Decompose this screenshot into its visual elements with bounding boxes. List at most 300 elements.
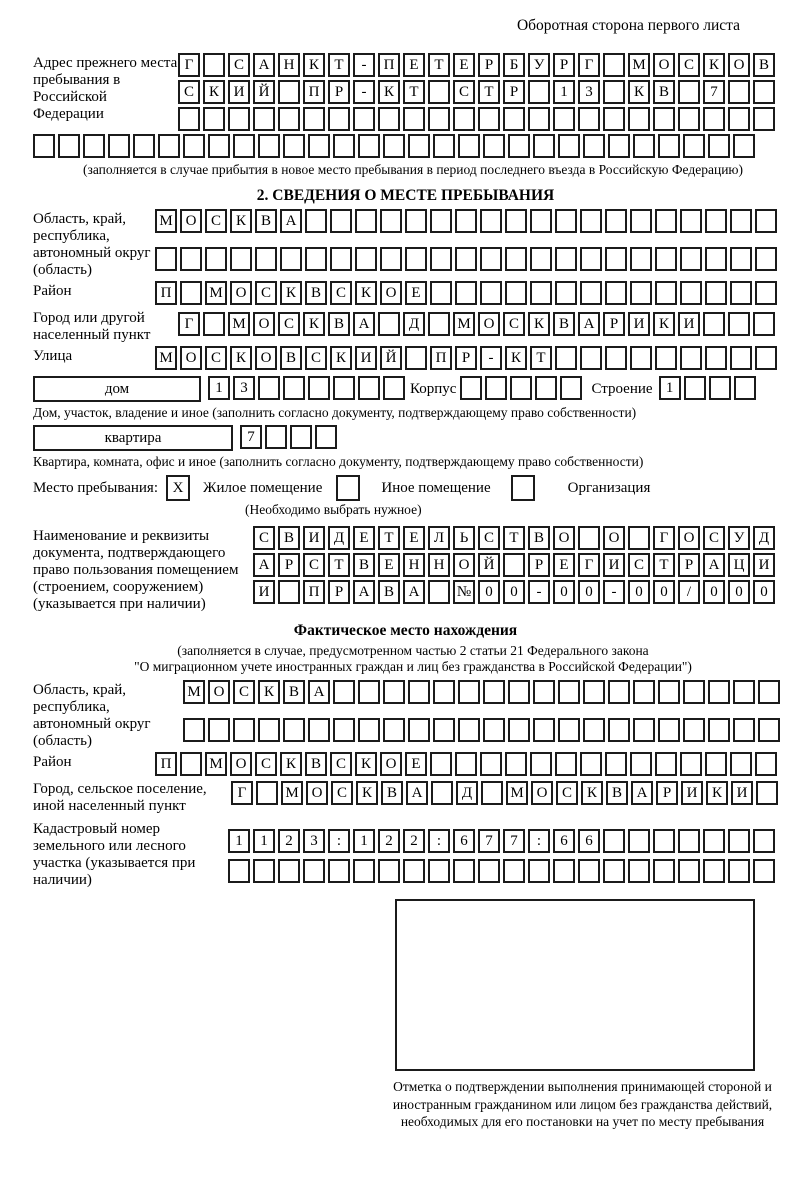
char-cell[interactable] [510,376,532,400]
char-cell[interactable] [733,134,755,158]
char-cell[interactable] [753,107,775,131]
char-cell[interactable]: К [280,752,302,776]
char-cell[interactable] [455,209,477,233]
char-cell[interactable]: Р [278,553,300,577]
char-cell[interactable]: О [208,680,230,704]
char-cell[interactable] [705,209,727,233]
char-cell[interactable] [653,107,675,131]
char-cell[interactable] [583,134,605,158]
char-cell[interactable]: Е [405,752,427,776]
char-cell[interactable] [708,718,730,742]
char-cell[interactable] [428,80,450,104]
char-cell[interactable] [728,859,750,883]
char-cell[interactable] [578,859,600,883]
char-cell[interactable] [258,376,280,400]
char-cell[interactable]: В [378,580,400,604]
char-cell[interactable] [403,859,425,883]
char-cell[interactable]: 1 [228,829,250,853]
char-cell[interactable] [378,107,400,131]
char-cell[interactable]: Г [178,312,200,336]
char-cell[interactable] [333,134,355,158]
char-cell[interactable] [58,134,80,158]
char-cell[interactable] [108,134,130,158]
char-cell[interactable] [433,134,455,158]
char-cell[interactable] [608,134,630,158]
char-cell[interactable]: 3 [578,80,600,104]
char-cell[interactable] [256,781,278,805]
char-cell[interactable] [328,107,350,131]
char-cell[interactable]: И [753,553,775,577]
char-cell[interactable] [330,247,352,271]
char-cell[interactable] [733,680,755,704]
char-cell[interactable] [753,80,775,104]
char-cell[interactable] [703,312,725,336]
char-cell[interactable] [455,752,477,776]
char-cell[interactable] [255,247,277,271]
char-cell[interactable]: Д [403,312,425,336]
char-cell[interactable] [258,718,280,742]
char-cell[interactable]: К [303,53,325,77]
char-cell[interactable]: О [531,781,553,805]
char-cell[interactable]: М [155,209,177,233]
char-cell[interactable]: В [305,752,327,776]
char-cell[interactable]: Й [380,346,402,370]
char-cell[interactable]: С [178,80,200,104]
char-cell[interactable]: А [403,580,425,604]
char-cell[interactable] [603,107,625,131]
char-cell[interactable]: 1 [208,376,230,400]
char-cell[interactable]: М [506,781,528,805]
char-cell[interactable]: 2 [278,829,300,853]
char-cell[interactable] [505,752,527,776]
char-cell[interactable] [503,553,525,577]
char-cell[interactable] [203,53,225,77]
char-cell[interactable]: В [353,553,375,577]
char-cell[interactable] [578,526,600,550]
char-cell[interactable]: 0 [478,580,500,604]
char-cell[interactable] [605,281,627,305]
char-cell[interactable] [728,80,750,104]
char-cell[interactable] [633,718,655,742]
char-cell[interactable]: Р [478,53,500,77]
char-cell[interactable] [430,752,452,776]
char-cell[interactable] [703,107,725,131]
char-cell[interactable] [353,107,375,131]
char-cell[interactable]: С [255,752,277,776]
char-cell[interactable]: У [528,53,550,77]
char-cell[interactable] [630,752,652,776]
char-cell[interactable] [505,281,527,305]
char-cell[interactable]: Т [428,53,450,77]
char-cell[interactable] [755,752,777,776]
char-cell[interactable]: П [378,53,400,77]
char-cell[interactable] [530,281,552,305]
char-cell[interactable] [378,859,400,883]
char-cell[interactable]: П [303,80,325,104]
char-cell[interactable]: М [155,346,177,370]
char-cell[interactable] [230,247,252,271]
char-cell[interactable] [728,107,750,131]
char-cell[interactable] [630,247,652,271]
char-cell[interactable] [630,209,652,233]
char-cell[interactable]: А [353,312,375,336]
char-cell[interactable]: О [380,752,402,776]
char-cell[interactable] [558,718,580,742]
char-cell[interactable] [305,247,327,271]
char-cell[interactable]: О [230,752,252,776]
char-cell[interactable] [208,718,230,742]
char-cell[interactable] [505,247,527,271]
char-cell[interactable] [730,752,752,776]
char-cell[interactable]: Е [453,53,475,77]
char-cell[interactable] [628,829,650,853]
char-cell[interactable] [558,680,580,704]
char-cell[interactable]: С [678,53,700,77]
char-cell[interactable] [355,247,377,271]
char-cell[interactable]: Р [328,580,350,604]
char-cell[interactable] [383,376,405,400]
char-cell[interactable] [530,752,552,776]
char-cell[interactable] [405,247,427,271]
char-cell[interactable]: С [503,312,525,336]
char-cell[interactable] [705,752,727,776]
char-cell[interactable] [603,53,625,77]
char-cell[interactable]: Н [278,53,300,77]
char-cell[interactable] [655,209,677,233]
char-cell[interactable]: 3 [233,376,255,400]
char-cell[interactable]: К [505,346,527,370]
char-cell[interactable]: 0 [628,580,650,604]
char-cell[interactable]: К [628,80,650,104]
char-cell[interactable]: С [253,526,275,550]
char-cell[interactable] [703,859,725,883]
char-cell[interactable]: А [308,680,330,704]
char-cell[interactable]: М [628,53,650,77]
char-cell[interactable] [378,312,400,336]
char-cell[interactable] [353,859,375,883]
char-cell[interactable] [655,752,677,776]
char-cell[interactable] [358,718,380,742]
char-cell[interactable] [553,859,575,883]
char-cell[interactable]: 1 [253,829,275,853]
char-cell[interactable] [633,680,655,704]
char-cell[interactable]: С [255,281,277,305]
char-cell[interactable] [408,718,430,742]
char-cell[interactable]: С [233,680,255,704]
char-cell[interactable] [528,107,550,131]
char-cell[interactable]: С [205,209,227,233]
char-cell[interactable]: М [205,752,227,776]
char-cell[interactable] [583,718,605,742]
char-cell[interactable]: - [528,580,550,604]
char-cell[interactable]: О [255,346,277,370]
char-cell[interactable]: К [581,781,603,805]
char-cell[interactable] [528,859,550,883]
char-cell[interactable] [730,209,752,233]
char-cell[interactable] [333,718,355,742]
char-cell[interactable] [433,680,455,704]
char-cell[interactable] [578,107,600,131]
char-cell[interactable] [233,718,255,742]
char-cell[interactable] [480,752,502,776]
char-cell[interactable] [278,580,300,604]
char-cell[interactable] [608,680,630,704]
char-cell[interactable]: : [328,829,350,853]
char-cell[interactable]: К [258,680,280,704]
char-cell[interactable] [430,247,452,271]
char-cell[interactable] [755,209,777,233]
char-cell[interactable] [480,247,502,271]
char-cell[interactable] [628,526,650,550]
stay-type-checkbox-dwelling[interactable]: X [166,475,190,501]
char-cell[interactable] [383,134,405,158]
char-cell[interactable] [178,107,200,131]
char-cell[interactable]: Е [553,553,575,577]
char-cell[interactable] [683,680,705,704]
char-cell[interactable] [333,680,355,704]
char-cell[interactable]: Г [178,53,200,77]
char-cell[interactable]: М [205,281,227,305]
char-cell[interactable]: В [280,346,302,370]
char-cell[interactable] [728,312,750,336]
char-cell[interactable] [478,107,500,131]
char-cell[interactable]: 6 [553,829,575,853]
char-cell[interactable] [328,859,350,883]
char-cell[interactable]: О [678,526,700,550]
char-cell[interactable] [483,134,505,158]
char-cell[interactable]: К [355,752,377,776]
char-cell[interactable]: Р [455,346,477,370]
char-cell[interactable] [508,680,530,704]
char-cell[interactable] [455,281,477,305]
char-cell[interactable]: - [603,580,625,604]
char-cell[interactable] [533,718,555,742]
char-cell[interactable] [430,209,452,233]
char-cell[interactable] [383,718,405,742]
char-cell[interactable] [758,718,780,742]
char-cell[interactable]: И [303,526,325,550]
char-cell[interactable] [734,376,756,400]
char-cell[interactable]: А [280,209,302,233]
char-cell[interactable]: 7 [703,80,725,104]
char-cell[interactable]: М [453,312,475,336]
char-cell[interactable] [203,312,225,336]
char-cell[interactable] [708,134,730,158]
char-cell[interactable] [605,209,627,233]
char-cell[interactable] [303,107,325,131]
char-cell[interactable] [308,376,330,400]
char-cell[interactable] [428,580,450,604]
char-cell[interactable]: И [681,781,703,805]
char-cell[interactable] [133,134,155,158]
char-cell[interactable]: : [528,829,550,853]
char-cell[interactable]: 1 [353,829,375,853]
char-cell[interactable]: К [356,781,378,805]
char-cell[interactable]: Р [328,80,350,104]
char-cell[interactable] [708,680,730,704]
char-cell[interactable]: К [703,53,725,77]
char-cell[interactable] [428,859,450,883]
char-cell[interactable]: К [303,312,325,336]
char-cell[interactable]: М [281,781,303,805]
char-cell[interactable] [508,718,530,742]
char-cell[interactable]: Т [530,346,552,370]
char-cell[interactable] [755,346,777,370]
char-cell[interactable] [528,80,550,104]
char-cell[interactable]: 0 [703,580,725,604]
char-cell[interactable]: И [678,312,700,336]
char-cell[interactable]: 0 [503,580,525,604]
char-cell[interactable] [358,376,380,400]
char-cell[interactable]: / [678,580,700,604]
char-cell[interactable]: В [753,53,775,77]
char-cell[interactable]: К [203,80,225,104]
char-cell[interactable]: Р [528,553,550,577]
char-cell[interactable] [753,312,775,336]
char-cell[interactable] [315,425,337,449]
char-cell[interactable] [603,859,625,883]
char-cell[interactable]: С [303,553,325,577]
char-cell[interactable] [428,312,450,336]
char-cell[interactable]: Р [603,312,625,336]
char-cell[interactable] [730,281,752,305]
char-cell[interactable] [305,209,327,233]
char-cell[interactable]: 2 [403,829,425,853]
char-cell[interactable] [705,247,727,271]
char-cell[interactable] [678,107,700,131]
char-cell[interactable] [730,247,752,271]
char-cell[interactable]: И [355,346,377,370]
char-cell[interactable]: О [380,281,402,305]
char-cell[interactable]: О [478,312,500,336]
char-cell[interactable] [308,134,330,158]
char-cell[interactable]: А [703,553,725,577]
char-cell[interactable] [535,376,557,400]
char-cell[interactable]: Т [378,526,400,550]
char-cell[interactable]: Е [403,526,425,550]
char-cell[interactable]: И [253,580,275,604]
char-cell[interactable] [730,346,752,370]
char-cell[interactable]: О [180,346,202,370]
char-cell[interactable] [278,80,300,104]
char-cell[interactable]: Д [753,526,775,550]
char-cell[interactable]: И [228,80,250,104]
char-cell[interactable] [608,718,630,742]
char-cell[interactable]: Ц [728,553,750,577]
char-cell[interactable]: Р [503,80,525,104]
char-cell[interactable]: 0 [728,580,750,604]
char-cell[interactable] [658,718,680,742]
char-cell[interactable]: П [155,281,177,305]
char-cell[interactable] [278,107,300,131]
char-cell[interactable] [655,281,677,305]
char-cell[interactable]: Й [253,80,275,104]
char-cell[interactable] [203,107,225,131]
char-cell[interactable] [678,829,700,853]
char-cell[interactable] [205,247,227,271]
char-cell[interactable] [485,376,507,400]
char-cell[interactable] [180,752,202,776]
char-cell[interactable]: Д [328,526,350,550]
char-cell[interactable]: О [306,781,328,805]
char-cell[interactable]: Й [478,553,500,577]
char-cell[interactable] [283,376,305,400]
char-cell[interactable] [580,281,602,305]
char-cell[interactable] [633,134,655,158]
char-cell[interactable] [658,134,680,158]
char-cell[interactable] [628,859,650,883]
char-cell[interactable]: П [303,580,325,604]
char-cell[interactable]: - [353,53,375,77]
char-cell[interactable]: О [230,281,252,305]
char-cell[interactable]: А [578,312,600,336]
char-cell[interactable]: 7 [478,829,500,853]
char-cell[interactable]: А [406,781,428,805]
char-cell[interactable]: П [155,752,177,776]
char-cell[interactable]: Ь [453,526,475,550]
char-cell[interactable] [705,281,727,305]
char-cell[interactable]: 0 [553,580,575,604]
char-cell[interactable]: О [603,526,625,550]
char-cell[interactable] [680,281,702,305]
char-cell[interactable]: Г [578,53,600,77]
char-cell[interactable] [655,346,677,370]
char-cell[interactable] [333,376,355,400]
char-cell[interactable] [678,80,700,104]
char-cell[interactable] [408,680,430,704]
char-cell[interactable] [755,247,777,271]
char-cell[interactable]: К [330,346,352,370]
char-cell[interactable] [355,209,377,233]
char-cell[interactable]: 3 [303,829,325,853]
char-cell[interactable] [753,859,775,883]
char-cell[interactable] [555,346,577,370]
char-cell[interactable]: Г [578,553,600,577]
char-cell[interactable]: В [606,781,628,805]
char-cell[interactable]: О [253,312,275,336]
char-cell[interactable] [283,134,305,158]
char-cell[interactable] [653,859,675,883]
char-cell[interactable] [155,247,177,271]
char-cell[interactable] [183,718,205,742]
char-cell[interactable] [453,107,475,131]
char-cell[interactable]: К [355,281,377,305]
char-cell[interactable] [683,718,705,742]
char-cell[interactable]: А [253,553,275,577]
char-cell[interactable] [503,859,525,883]
char-cell[interactable] [483,718,505,742]
char-cell[interactable]: Н [403,553,425,577]
char-cell[interactable] [278,859,300,883]
char-cell[interactable] [33,134,55,158]
char-cell[interactable] [408,134,430,158]
char-cell[interactable] [253,107,275,131]
char-cell[interactable] [458,680,480,704]
char-cell[interactable]: С [331,781,353,805]
char-cell[interactable] [533,680,555,704]
char-cell[interactable]: О [728,53,750,77]
char-cell[interactable] [583,680,605,704]
char-cell[interactable] [308,718,330,742]
char-cell[interactable]: Т [403,80,425,104]
char-cell[interactable]: - [480,346,502,370]
char-cell[interactable]: П [430,346,452,370]
char-cell[interactable]: В [653,80,675,104]
char-cell[interactable] [630,346,652,370]
char-cell[interactable] [403,107,425,131]
char-cell[interactable]: Е [403,53,425,77]
char-cell[interactable] [380,209,402,233]
